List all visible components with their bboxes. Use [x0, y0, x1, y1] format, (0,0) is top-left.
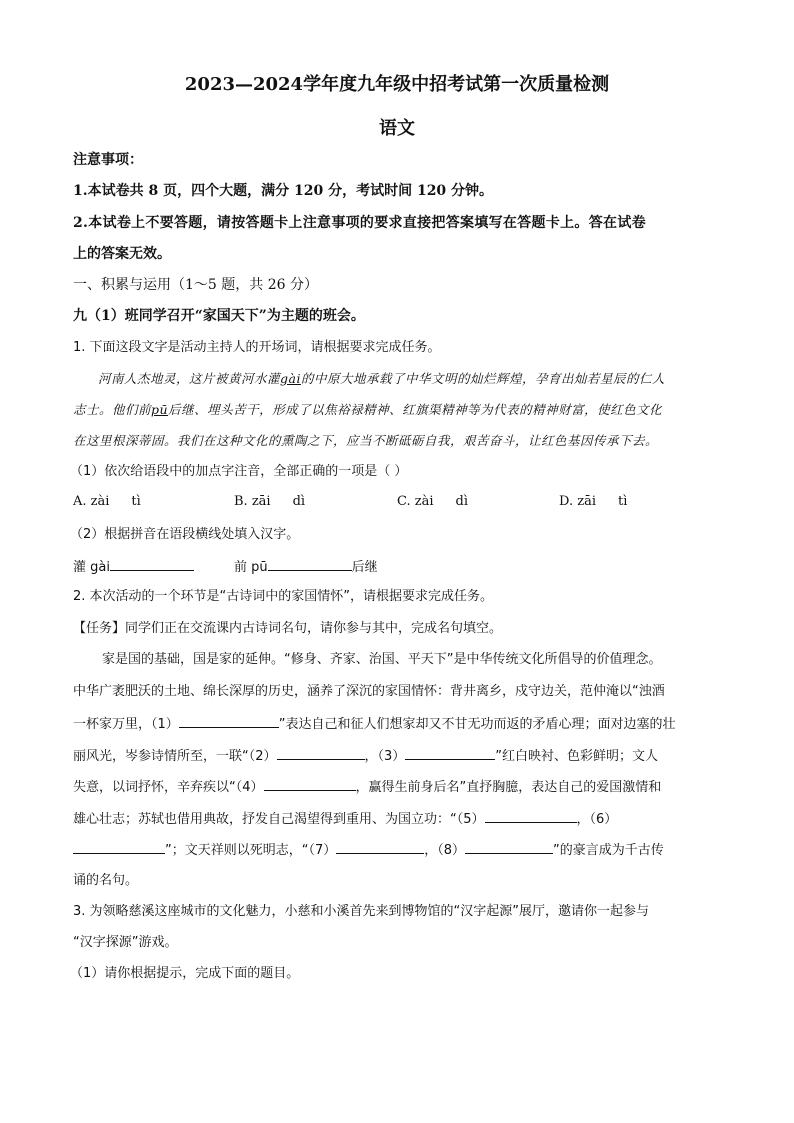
q2-paragraph-line-5	[73, 776, 661, 798]
q1-sub-1: （1）依次给语段中的加点字注音，全部正确的一项是（ ）	[70, 464, 408, 479]
task-text: 同学们正在交流课内古诗词名句，请你参与其中，完成名句填空。	[125, 621, 503, 636]
q1-passage-text: 河南人杰地灵，这片被黄河水灌	[98, 371, 281, 386]
q1-passage-text: 后继、埋头苦干，形成了以焦裕禄精神、红旗渠精神等为代表的精神财富，使红色文化	[168, 402, 663, 417]
blank-6[interactable]	[73, 839, 165, 854]
option-value: dì	[292, 494, 306, 509]
option-value: dì	[455, 494, 468, 509]
text: ，赢得生前身后名”直抒胸臆，表达自己的爱国激情和	[355, 780, 662, 795]
text: ，（6）	[576, 812, 618, 827]
q1-pinyin-gai: gài	[280, 371, 301, 386]
task-label: 【任务】	[73, 621, 126, 636]
text: ”的豪言成为千古传	[553, 843, 664, 858]
text: ，（8）	[424, 843, 466, 858]
q3-sub-1: （1）请你根据提示，完成下面的题目。	[70, 966, 300, 981]
q2-paragraph-line-4	[73, 745, 658, 767]
text: 失意，以词抒怀，辛弃疾以“（4）	[73, 780, 264, 795]
notice-item-1: 1.本试卷共 8 页，四个大题，满分 120 分，考试时间 120 分钟。	[73, 183, 494, 199]
q2-paragraph-line-6	[73, 808, 617, 830]
text: ”表达自己和征人们想家却又不甘无功而返的矛盾心理；面对边塞的壮	[278, 717, 676, 732]
subject-title: 语文	[379, 118, 415, 139]
section-1-intro: 九（1）班同学召开“家国天下”为主题的班会。	[73, 308, 365, 324]
option-value: tì	[131, 494, 141, 509]
blank-5[interactable]	[485, 808, 577, 823]
fill-blank-pu[interactable]	[268, 556, 352, 571]
notice-heading: 注意事项：	[73, 152, 143, 168]
fill-suffix: 后继	[351, 560, 378, 575]
q1-stem: 1. 下面这段文字是活动主持人的开场词，请根据要求完成任务。	[73, 340, 441, 355]
q2-task	[73, 619, 502, 639]
text: ”；文天祥则以死明志，“（7）	[165, 843, 337, 858]
q2-paragraph-line-7	[73, 839, 664, 861]
notice-item-2-line-1: 2.本试卷上不要答题，请按答题卡上注意事项的要求直接把答案填写在答题卡上。答在试卷	[73, 215, 646, 231]
q2-paragraph-line-8: 诵的名句。	[73, 873, 139, 888]
option-label: D. zāi	[559, 494, 596, 509]
text: ”红白映衬、色彩鲜明；文人	[495, 749, 659, 764]
option-value: tì	[617, 494, 628, 509]
q1-passage-text: 的中原大地承载了中华文明的灿烂辉煌，孕育出灿若星辰的仁人	[300, 371, 665, 386]
q2-paragraph-line-2: 中华广袤肥沃的土地、绵长深厚的历史，涵养了深沉的家国情怀：背井离乡，戍守边关，范仲淹以“浊酒	[73, 684, 665, 699]
q1-passage-line-2	[73, 400, 662, 420]
q3-stem-line-2: “汉字探源”游戏。	[73, 935, 178, 950]
q1-option-c[interactable]	[397, 494, 468, 509]
q1-passage-line-1	[98, 369, 665, 389]
exam-title: 2023—2024学年度九年级中招考试第一次质量检测	[184, 74, 610, 95]
blank-7[interactable]	[336, 839, 424, 854]
blank-1[interactable]	[179, 713, 279, 728]
q1-fill-row	[73, 556, 378, 578]
notice-item-2-line-2: 上的答案无效。	[73, 246, 171, 262]
text: 一杯家万里，（1）	[73, 717, 179, 732]
blank-4[interactable]	[264, 776, 356, 791]
q1-option-b[interactable]	[234, 494, 305, 509]
q2-stem: 2. 本次活动的一个环节是“古诗词中的家国情怀”，请根据要求完成任务。	[73, 589, 494, 604]
q1-option-a[interactable]	[73, 494, 141, 509]
blank-3[interactable]	[405, 745, 495, 760]
q1-sub-2: （2）根据拼音在语段横线处填入汉字。	[70, 527, 300, 542]
text: 丽风光，岑参诗情所至，一联“（2）	[73, 749, 277, 764]
q2-paragraph-line-1: 家是国的基础，国是家的延伸。“修身、齐家、治国、平天下”是中华传统文化所倡导的价值理念。	[102, 652, 662, 667]
q2-paragraph-line-3	[73, 713, 676, 735]
blank-8[interactable]	[465, 839, 553, 854]
fill-blank-gai[interactable]	[110, 556, 194, 571]
option-label: B. zāi	[234, 494, 271, 509]
q1-pinyin-pu: pū	[151, 402, 169, 417]
text: ，（3）	[364, 749, 406, 764]
q1-passage-line-3: 在这里根深蒂固。我们在这种文化的熏陶之下，应当不断砥砺自我，艰苦奋斗，让红色基因传承下去。	[73, 433, 659, 448]
q3-stem-line-1: 3. 为领略慈溪这座城市的文化魅力，小慈和小溪首先来到博物馆的“汉字起源”展厅，邀请你一起参与	[73, 904, 650, 919]
fill-label-gai: 灌 gài	[73, 560, 110, 575]
text: 雄心壮志；苏轼也借用典故，抒发自己渴望得到重用、为国立功：“（5）	[73, 812, 485, 827]
q1-option-d[interactable]	[559, 494, 627, 509]
fill-label-pu: 前 pū	[233, 560, 268, 575]
section-1-heading: 一、积累与运用（1～5 题，共 26 分）	[73, 277, 318, 293]
q1-passage-text: 志士。他们前	[73, 402, 152, 417]
blank-2[interactable]	[277, 745, 365, 760]
option-label: C. zài	[397, 494, 434, 509]
option-label: A. zài	[73, 494, 110, 509]
